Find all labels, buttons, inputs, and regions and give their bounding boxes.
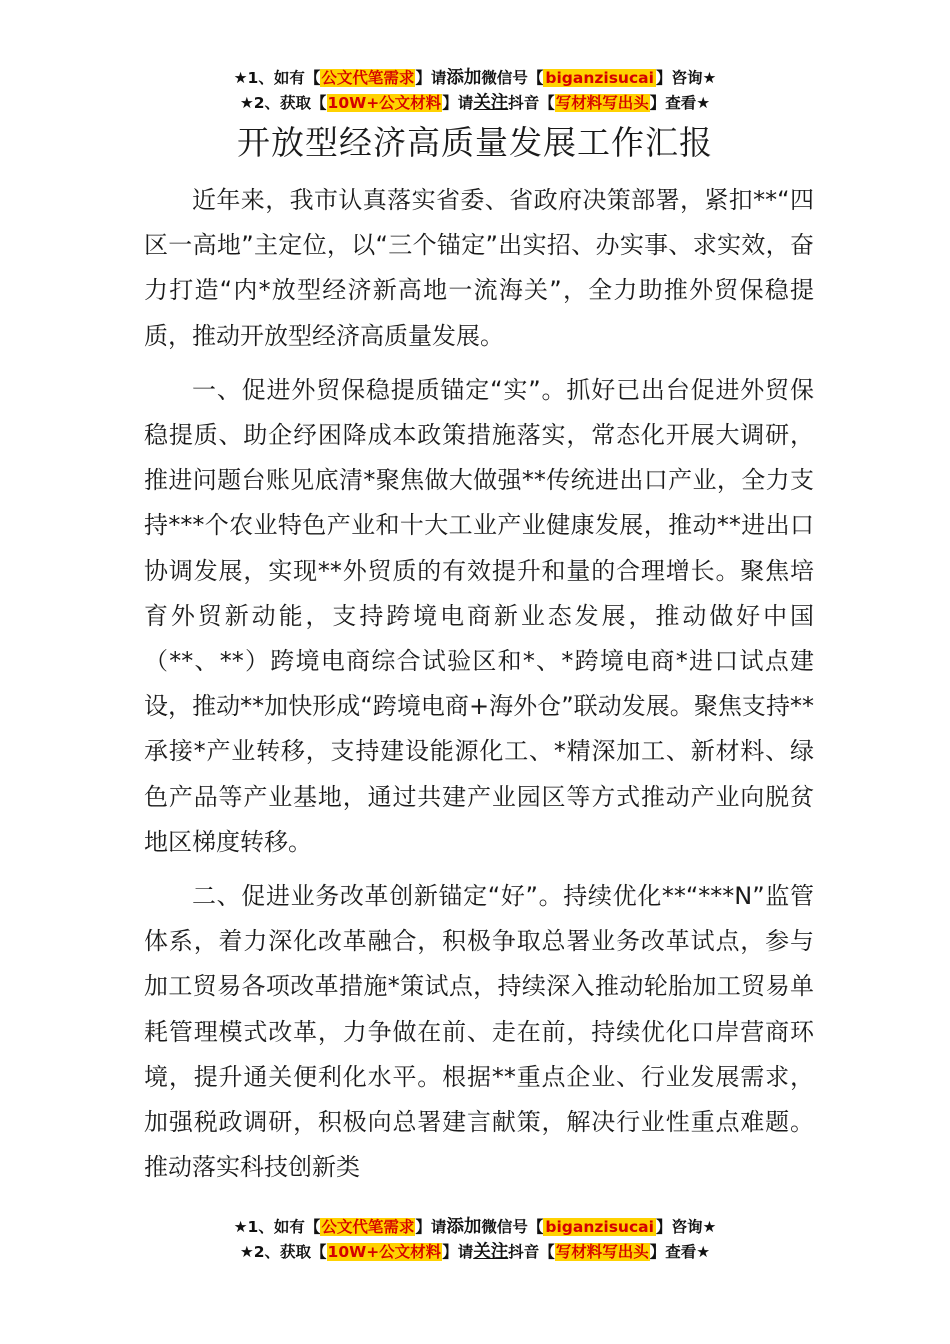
highlight-wechat-id: biganzisucai (545, 1218, 654, 1236)
highlight-materials: 10W+公文材料 (327, 94, 442, 112)
banner-text: ★1、如有【 (233, 1218, 321, 1236)
banner-text: ★1、如有【 (233, 69, 321, 87)
banner-text: 】查看★ (649, 94, 711, 112)
highlight-douyin: 写材料写出头 (555, 1243, 649, 1261)
banner-text: 】咨询★ (655, 1218, 717, 1236)
banner-text: 】请 (442, 94, 474, 112)
banner-line-2 (0, 91, 950, 116)
highlight-service: 公文代笔需求 (321, 69, 415, 87)
document-title: 开放型经济高质量发展工作汇报 (237, 123, 713, 162)
banner-text: 添加 (446, 1217, 482, 1237)
highlight-materials: 10W+公文材料 (327, 1243, 442, 1261)
header-banner (0, 66, 950, 116)
banner-text: 抖音【 (508, 1243, 555, 1261)
paragraph-section-2: 二、促进业务改革创新锚定“好”。持续优化**“***N”监管体系，着力深化改革融合，积极争取总署业务改革试点，参与加工贸易各项改革措施*策试点，持续深入推动轮胎加工贸易单耗管理模式改革，力争做在前、走在前，持续优化口岸营商环境，提升通关便利化水平。根据**重点企业、行业发展需求，加强税政调研，积极向总署建言献策，解决行业性重点难题。推动落实科技创新类 (144, 882, 814, 1182)
paragraph-section-1: 一、促进外贸保稳提质锚定“实”。抓好已出台促进外贸保稳提质、助企纾困降成本政策措施落实，常态化开展大调研，推进问题台账见底清*聚焦做大做强**传统进出口产业，全力支持***个农业特色产业和十大工业产业健康发展，推动**进出口协调发展，实现**外贸质的有效提升和量的合理增长。聚焦培育外贸新动能，支持跨境电商新业态发展，推动做好中国（**、**）跨境电商综合试验区和*、*跨境电商*进口试点建设，推动**加快形成“跨境电商+海外仓”联动发展。聚焦支持**承接*产业转移，支持建设能源化工、*精深加工、新材料、绿色产品等产业基地，通过共建产业园区等方式推动产业向脱贫地区梯度转移。 (144, 375, 814, 856)
banner-text: 微信号【 (481, 69, 544, 87)
banner-text: 抖音【 (508, 94, 555, 112)
banner-text: 】咨询★ (655, 69, 717, 87)
banner-text: 关注 (473, 1242, 509, 1262)
banner-text: 】请 (415, 1218, 447, 1236)
banner-text: 】请 (415, 69, 447, 87)
banner-line-1 (0, 1215, 950, 1240)
banner-text: ★2、获取【 (239, 1243, 327, 1261)
footer-banner (0, 1215, 950, 1265)
document-body (144, 178, 814, 1190)
highlight-douyin: 写材料写出头 (555, 94, 649, 112)
banner-line-2 (0, 1240, 950, 1265)
banner-line-1 (0, 66, 950, 91)
banner-text: 添加 (446, 68, 482, 88)
banner-text: 关注 (473, 93, 509, 113)
highlight-service: 公文代笔需求 (321, 1218, 415, 1236)
banner-text: 】请 (442, 1243, 474, 1261)
highlight-wechat-id: biganzisucai (545, 69, 654, 87)
banner-text: 微信号【 (481, 1218, 544, 1236)
paragraph-intro: 近年来，我市认真落实省委、省政府决策部署，紧扣**“四区一高地”主定位，以“三个锚定”出实招、办实事、求实效，奋力打造“内*放型经济新高地一流海关”，全力助推外贸保稳提质，推动开放型经济高质量发展。 (144, 186, 814, 350)
banner-text: ★2、获取【 (239, 94, 327, 112)
banner-text: 】查看★ (649, 1243, 711, 1261)
